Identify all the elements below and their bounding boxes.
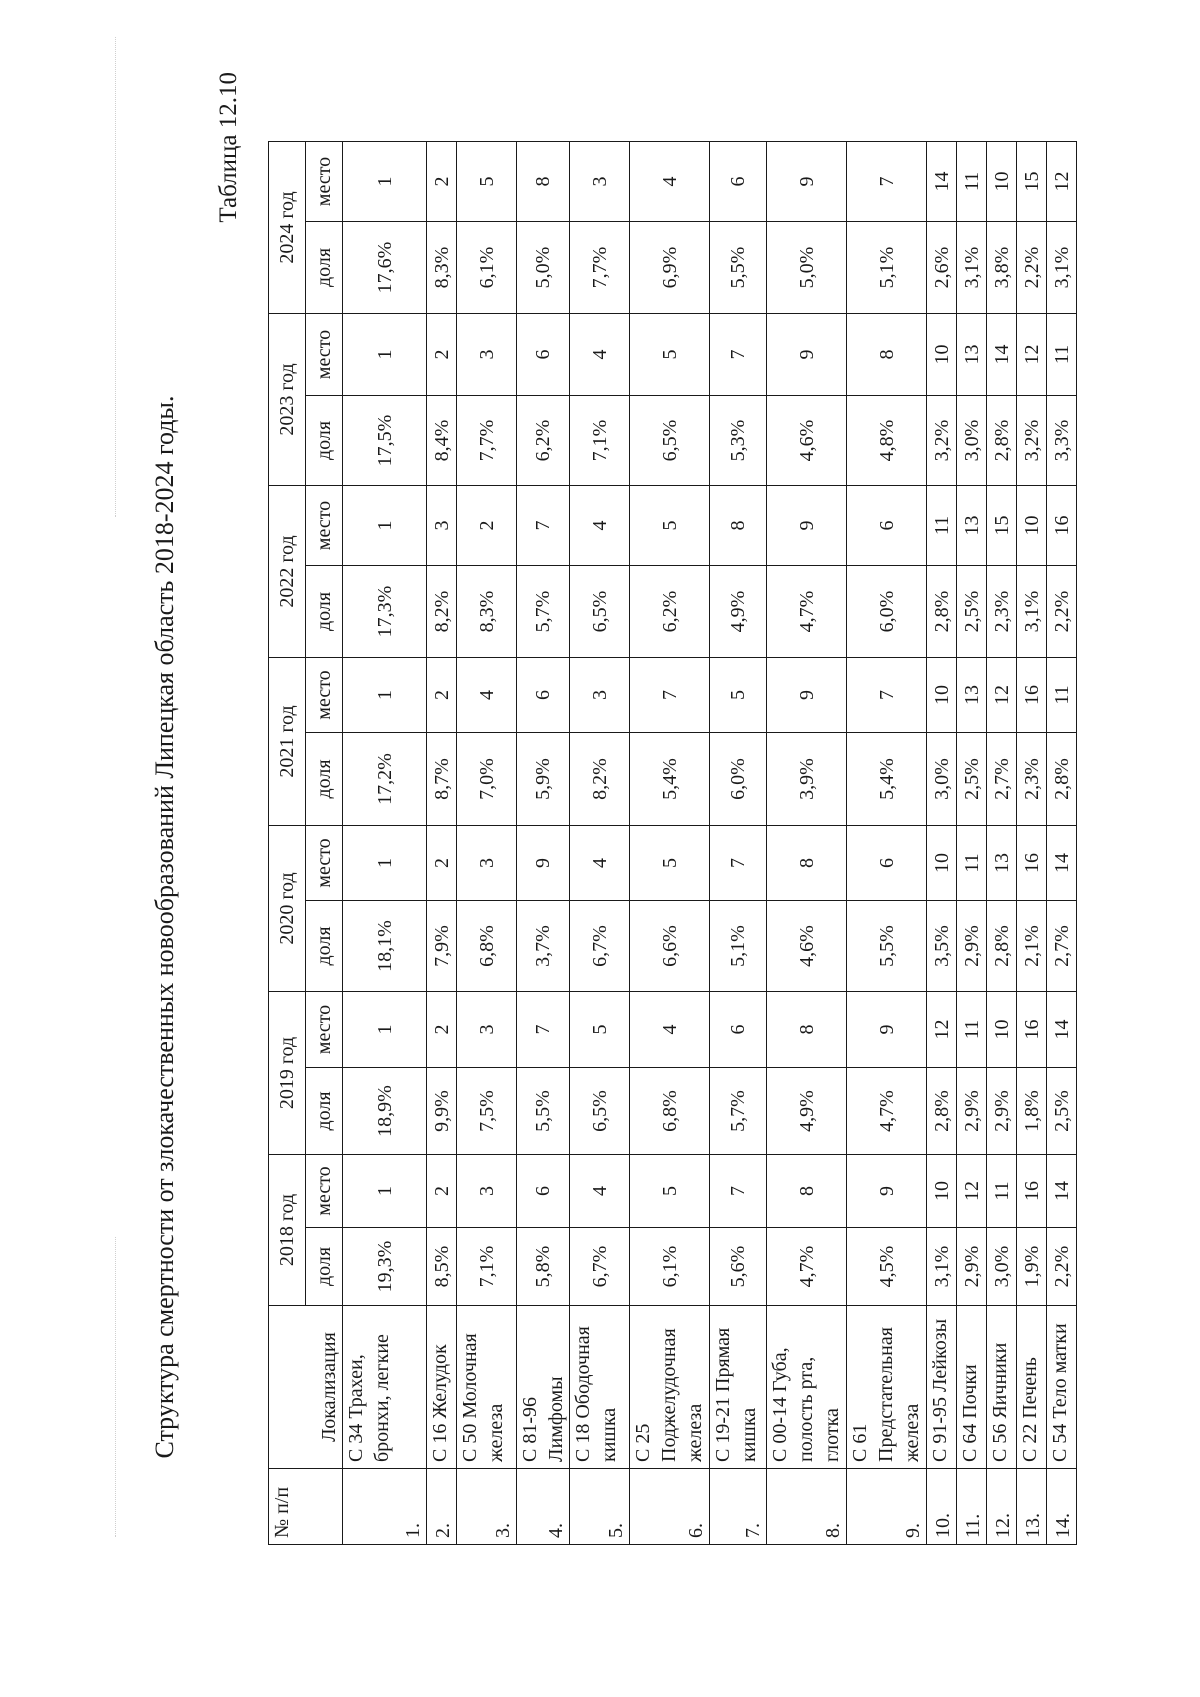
- rank-cell: 12: [987, 658, 1017, 733]
- table-header: [269, 142, 343, 1545]
- share-cell: 7,1%: [457, 1228, 517, 1306]
- row-number: 8.: [767, 1469, 847, 1545]
- share-cell: 3,1%: [1017, 566, 1047, 658]
- rank-cell: 9: [767, 658, 847, 733]
- rank-cell: 14: [1047, 992, 1077, 1068]
- rank-cell: 1: [343, 658, 427, 733]
- header-rank: место: [306, 486, 343, 566]
- share-cell: 6,0%: [847, 566, 927, 658]
- rank-cell: 12: [957, 1155, 987, 1228]
- rank-cell: 2: [427, 1155, 457, 1228]
- header-rank: место: [306, 826, 343, 901]
- row-number: 11.: [957, 1469, 987, 1545]
- rank-cell: 3: [427, 486, 457, 566]
- header-year: 2020 год: [269, 826, 306, 992]
- table-caption: Таблица 12.10: [215, 72, 242, 223]
- row-number: 4.: [517, 1469, 570, 1545]
- share-cell: 3,1%: [927, 1228, 957, 1306]
- header-row-years: [269, 142, 306, 1545]
- header-location: Локализация: [269, 1306, 343, 1469]
- rank-cell: 12: [1047, 142, 1077, 222]
- row-location: С 18 Ободочная кишка: [570, 1306, 630, 1469]
- share-cell: 17,6%: [343, 222, 427, 314]
- share-cell: 2,9%: [957, 901, 987, 992]
- share-cell: 2,9%: [987, 1068, 1017, 1155]
- header-year: 2022 год: [269, 486, 306, 658]
- header-num: № п/п: [269, 1469, 343, 1545]
- rank-cell: 3: [457, 1155, 517, 1228]
- table-row: [847, 142, 927, 1545]
- header-share: доля: [306, 1228, 343, 1306]
- rank-cell: 1: [343, 1155, 427, 1228]
- share-cell: 4,7%: [767, 1228, 847, 1306]
- share-cell: 9,9%: [427, 1068, 457, 1155]
- share-cell: 2,9%: [957, 1228, 987, 1306]
- rank-cell: 5: [630, 826, 710, 901]
- rank-cell: 11: [957, 142, 987, 222]
- rank-cell: 3: [457, 992, 517, 1068]
- share-cell: 8,7%: [427, 733, 457, 826]
- rank-cell: 16: [1047, 486, 1077, 566]
- header-year: 2024 год: [269, 142, 306, 314]
- header-share: доля: [306, 733, 343, 826]
- rank-cell: 9: [767, 142, 847, 222]
- rank-cell: 2: [457, 486, 517, 566]
- rank-cell: 14: [1047, 826, 1077, 901]
- share-cell: 8,3%: [457, 566, 517, 658]
- share-cell: 2,8%: [987, 901, 1017, 992]
- rank-cell: 3: [457, 314, 517, 396]
- share-cell: 4,8%: [847, 396, 927, 486]
- share-cell: 5,3%: [710, 396, 767, 486]
- table-row: [710, 142, 767, 1545]
- header-rank: место: [306, 658, 343, 733]
- share-cell: 3,5%: [927, 901, 957, 992]
- table-row: [767, 142, 847, 1545]
- row-number: 2.: [427, 1469, 457, 1545]
- row-location: С 25 Поджелудочная железа: [630, 1306, 710, 1469]
- share-cell: 6,8%: [457, 901, 517, 992]
- header-year: 2018 год: [269, 1155, 306, 1306]
- row-location: С 00-14 Губа, полость рта, глотка: [767, 1306, 847, 1469]
- share-cell: 6,7%: [570, 901, 630, 992]
- share-cell: 2,7%: [1047, 901, 1077, 992]
- row-number: 14.: [1047, 1469, 1077, 1545]
- share-cell: 2,8%: [1047, 733, 1077, 826]
- share-cell: 18,9%: [343, 1068, 427, 1155]
- rank-cell: 8: [767, 1155, 847, 1228]
- rank-cell: 10: [987, 992, 1017, 1068]
- rank-cell: 5: [630, 1155, 710, 1228]
- share-cell: 17,5%: [343, 396, 427, 486]
- rank-cell: 5: [570, 992, 630, 1068]
- header-year: 2023 год: [269, 314, 306, 486]
- row-location: С 19-21 Прямая кишка: [710, 1306, 767, 1469]
- share-cell: 5,8%: [517, 1228, 570, 1306]
- share-cell: 2,8%: [927, 1068, 957, 1155]
- rank-cell: 6: [517, 658, 570, 733]
- rank-cell: 9: [847, 992, 927, 1068]
- table-row: [957, 142, 987, 1545]
- rank-cell: 7: [710, 314, 767, 396]
- rank-cell: 4: [457, 658, 517, 733]
- rank-cell: 5: [630, 486, 710, 566]
- share-cell: 7,1%: [570, 396, 630, 486]
- share-cell: 4,9%: [767, 1068, 847, 1155]
- row-location: С 22 Печень: [1017, 1306, 1047, 1469]
- share-cell: 6,2%: [517, 396, 570, 486]
- rank-cell: 7: [630, 658, 710, 733]
- rank-cell: 8: [710, 486, 767, 566]
- table-row: [457, 142, 517, 1545]
- share-cell: 2,6%: [927, 222, 957, 314]
- rank-cell: 9: [767, 486, 847, 566]
- rank-cell: 16: [1017, 1155, 1047, 1228]
- share-cell: 4,7%: [767, 566, 847, 658]
- share-cell: 2,9%: [957, 1068, 987, 1155]
- share-cell: 5,4%: [630, 733, 710, 826]
- header-share: доля: [306, 566, 343, 658]
- rank-cell: 10: [927, 1155, 957, 1228]
- share-cell: 2,3%: [987, 566, 1017, 658]
- share-cell: 7,0%: [457, 733, 517, 826]
- rank-cell: 1: [343, 486, 427, 566]
- rank-cell: 14: [1047, 1155, 1077, 1228]
- share-cell: 6,6%: [630, 901, 710, 992]
- header-rank: место: [306, 314, 343, 396]
- rank-cell: 4: [630, 142, 710, 222]
- rank-cell: 3: [570, 658, 630, 733]
- rank-cell: 4: [630, 992, 710, 1068]
- rank-cell: 13: [987, 826, 1017, 901]
- share-cell: 2,2%: [1047, 566, 1077, 658]
- share-cell: 3,0%: [957, 396, 987, 486]
- rank-cell: 3: [570, 142, 630, 222]
- share-cell: 5,9%: [517, 733, 570, 826]
- rank-cell: 4: [570, 314, 630, 396]
- rank-cell: 2: [427, 314, 457, 396]
- rank-cell: 6: [710, 142, 767, 222]
- share-cell: 5,4%: [847, 733, 927, 826]
- rank-cell: 10: [987, 142, 1017, 222]
- rank-cell: 7: [517, 486, 570, 566]
- row-location: С 34 Трахеи, бронхи, легкие: [343, 1306, 427, 1469]
- share-cell: 5,5%: [847, 901, 927, 992]
- share-cell: 3,8%: [987, 222, 1017, 314]
- rank-cell: 16: [1017, 826, 1047, 901]
- rank-cell: 12: [1017, 314, 1047, 396]
- share-cell: 4,6%: [767, 396, 847, 486]
- header-rank: место: [306, 992, 343, 1068]
- share-cell: 4,5%: [847, 1228, 927, 1306]
- rank-cell: 7: [847, 658, 927, 733]
- rank-cell: 5: [630, 314, 710, 396]
- rank-cell: 6: [517, 1155, 570, 1228]
- share-cell: 2,1%: [1017, 901, 1047, 992]
- rank-cell: 14: [927, 142, 957, 222]
- table-row: [927, 142, 957, 1545]
- share-cell: 4,9%: [710, 566, 767, 658]
- rank-cell: 5: [710, 658, 767, 733]
- row-number: 6.: [630, 1469, 710, 1545]
- share-cell: 5,5%: [710, 222, 767, 314]
- share-cell: 8,3%: [427, 222, 457, 314]
- rank-cell: 2: [427, 826, 457, 901]
- scan-dotted-line-right: [115, 37, 116, 517]
- rank-cell: 11: [1047, 658, 1077, 733]
- table-row: [343, 142, 427, 1545]
- share-cell: 2,8%: [987, 396, 1017, 486]
- share-cell: 6,0%: [710, 733, 767, 826]
- share-cell: 2,5%: [957, 733, 987, 826]
- row-number: 9.: [847, 1469, 927, 1545]
- header-share: доля: [306, 222, 343, 314]
- header-share: доля: [306, 1068, 343, 1155]
- header-share: доля: [306, 396, 343, 486]
- share-cell: 6,7%: [570, 1228, 630, 1306]
- row-number: 3.: [457, 1469, 517, 1545]
- share-cell: 19,3%: [343, 1228, 427, 1306]
- share-cell: 8,5%: [427, 1228, 457, 1306]
- mortality-structure-table: [268, 141, 1077, 1545]
- table-row: [427, 142, 457, 1545]
- table-row: [1017, 142, 1047, 1545]
- share-cell: 4,6%: [767, 901, 847, 992]
- share-cell: 4,7%: [847, 1068, 927, 1155]
- header-year: 2019 год: [269, 992, 306, 1155]
- share-cell: 7,7%: [570, 222, 630, 314]
- rank-cell: 3: [457, 826, 517, 901]
- share-cell: 1,8%: [1017, 1068, 1047, 1155]
- share-cell: 6,1%: [457, 222, 517, 314]
- share-cell: 2,2%: [1047, 1228, 1077, 1306]
- rank-cell: 11: [927, 486, 957, 566]
- row-number: 12.: [987, 1469, 1017, 1545]
- rank-cell: 11: [987, 1155, 1017, 1228]
- rank-cell: 1: [343, 142, 427, 222]
- share-cell: 1,9%: [1017, 1228, 1047, 1306]
- row-location: С 50 Молочная железа: [457, 1306, 517, 1469]
- rank-cell: 9: [767, 314, 847, 396]
- header-share: доля: [306, 901, 343, 992]
- rank-cell: 11: [957, 826, 987, 901]
- share-cell: 2,5%: [1047, 1068, 1077, 1155]
- rank-cell: 15: [987, 486, 1017, 566]
- share-cell: 5,1%: [710, 901, 767, 992]
- header-rank: место: [306, 1155, 343, 1228]
- row-number: 7.: [710, 1469, 767, 1545]
- rank-cell: 5: [457, 142, 517, 222]
- table-row: [630, 142, 710, 1545]
- share-cell: 6,9%: [630, 222, 710, 314]
- rank-cell: 1: [343, 314, 427, 396]
- table-row: [987, 142, 1017, 1545]
- row-location: С 64 Почки: [957, 1306, 987, 1469]
- share-cell: 5,0%: [517, 222, 570, 314]
- share-cell: 3,1%: [957, 222, 987, 314]
- row-number: 5.: [570, 1469, 630, 1545]
- rank-cell: 6: [847, 486, 927, 566]
- row-location: С 54 Тело матки: [1047, 1306, 1077, 1469]
- rank-cell: 16: [1017, 658, 1047, 733]
- share-cell: 2,5%: [957, 566, 987, 658]
- rank-cell: 9: [847, 1155, 927, 1228]
- rank-cell: 14: [987, 314, 1017, 396]
- rank-cell: 1: [343, 992, 427, 1068]
- share-cell: 7,7%: [457, 396, 517, 486]
- row-location: С 56 Яичники: [987, 1306, 1017, 1469]
- rank-cell: 12: [927, 992, 957, 1068]
- share-cell: 2,3%: [1017, 733, 1047, 826]
- share-cell: 5,7%: [710, 1068, 767, 1155]
- share-cell: 3,0%: [987, 1228, 1017, 1306]
- rank-cell: 10: [927, 826, 957, 901]
- table-row: [517, 142, 570, 1545]
- share-cell: 17,3%: [343, 566, 427, 658]
- rank-cell: 11: [957, 992, 987, 1068]
- rank-cell: 6: [847, 826, 927, 901]
- share-cell: 3,7%: [517, 901, 570, 992]
- share-cell: 5,1%: [847, 222, 927, 314]
- rank-cell: 2: [427, 992, 457, 1068]
- share-cell: 6,5%: [570, 1068, 630, 1155]
- rank-cell: 2: [427, 658, 457, 733]
- table-row: [570, 142, 630, 1545]
- rank-cell: 8: [767, 992, 847, 1068]
- scan-dotted-line-left: [115, 1237, 116, 1537]
- table-row: [1047, 142, 1077, 1545]
- share-cell: 3,1%: [1047, 222, 1077, 314]
- rank-cell: 8: [767, 826, 847, 901]
- share-cell: 3,3%: [1047, 396, 1077, 486]
- share-cell: 8,2%: [427, 566, 457, 658]
- rank-cell: 13: [957, 314, 987, 396]
- rank-cell: 2: [427, 142, 457, 222]
- share-cell: 6,1%: [630, 1228, 710, 1306]
- rank-cell: 4: [570, 486, 630, 566]
- share-cell: 3,9%: [767, 733, 847, 826]
- share-cell: 5,5%: [517, 1068, 570, 1155]
- share-cell: 6,5%: [570, 566, 630, 658]
- share-cell: 6,2%: [630, 566, 710, 658]
- rank-cell: 16: [1017, 992, 1047, 1068]
- row-number: 13.: [1017, 1469, 1047, 1545]
- rank-cell: 7: [847, 142, 927, 222]
- share-cell: 3,2%: [927, 396, 957, 486]
- share-cell: 8,2%: [570, 733, 630, 826]
- rank-cell: 13: [957, 486, 987, 566]
- share-cell: 5,0%: [767, 222, 847, 314]
- share-cell: 2,8%: [927, 566, 957, 658]
- rank-cell: 13: [957, 658, 987, 733]
- row-location: С 16 Желудок: [427, 1306, 457, 1469]
- share-cell: 2,2%: [1017, 222, 1047, 314]
- rank-cell: 7: [710, 1155, 767, 1228]
- share-cell: 8,4%: [427, 396, 457, 486]
- share-cell: 5,7%: [517, 566, 570, 658]
- share-cell: 3,2%: [1017, 396, 1047, 486]
- table-body: [343, 142, 1077, 1545]
- rank-cell: 7: [517, 992, 570, 1068]
- row-number: 10.: [927, 1469, 957, 1545]
- share-cell: 17,2%: [343, 733, 427, 826]
- header-rank: место: [306, 142, 343, 222]
- rank-cell: 4: [570, 1155, 630, 1228]
- share-cell: 2,7%: [987, 733, 1017, 826]
- rank-cell: 10: [927, 658, 957, 733]
- share-cell: 7,9%: [427, 901, 457, 992]
- share-cell: 5,6%: [710, 1228, 767, 1306]
- share-cell: 3,0%: [927, 733, 957, 826]
- rank-cell: 8: [847, 314, 927, 396]
- rank-cell: 4: [570, 826, 630, 901]
- header-year: 2021 год: [269, 658, 306, 826]
- rank-cell: 8: [517, 142, 570, 222]
- share-cell: 18,1%: [343, 901, 427, 992]
- row-number: 1.: [343, 1469, 427, 1545]
- rank-cell: 10: [927, 314, 957, 396]
- rank-cell: 15: [1017, 142, 1047, 222]
- rank-cell: 9: [517, 826, 570, 901]
- rank-cell: 11: [1047, 314, 1077, 396]
- row-location: С 81-96 Лимфомы: [517, 1306, 570, 1469]
- row-location: С 91-95 Лейкозы: [927, 1306, 957, 1469]
- share-cell: 7,5%: [457, 1068, 517, 1155]
- rank-cell: 10: [1017, 486, 1047, 566]
- page-title: Структура смертности от злокачественных новообразований Липецкая область 2018-2024 годы.: [150, 395, 179, 1459]
- rank-cell: 7: [710, 826, 767, 901]
- row-location: С 61 Предстательная железа: [847, 1306, 927, 1469]
- rank-cell: 6: [710, 992, 767, 1068]
- rank-cell: 1: [343, 826, 427, 901]
- share-cell: 6,5%: [630, 396, 710, 486]
- rank-cell: 6: [517, 314, 570, 396]
- share-cell: 6,8%: [630, 1068, 710, 1155]
